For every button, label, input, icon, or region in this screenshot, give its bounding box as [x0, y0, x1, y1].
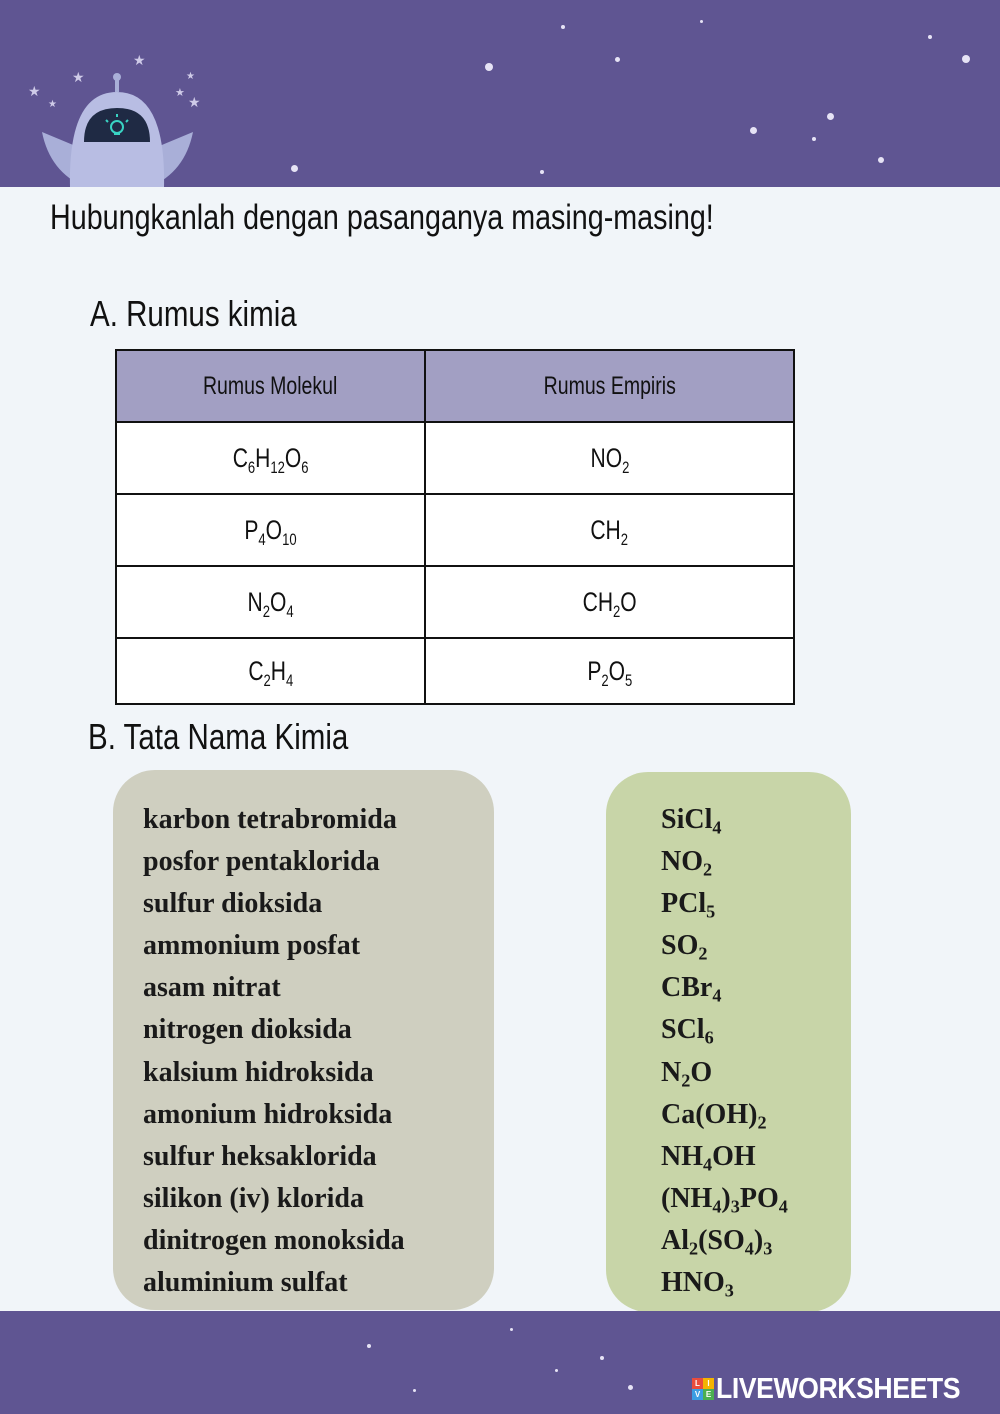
logo-letter: L [692, 1378, 703, 1389]
star-dot [485, 63, 493, 71]
liveworksheets-logo [692, 1372, 981, 1406]
column-header-molekul: Rumus Molekul [116, 350, 425, 422]
star-dot [878, 157, 884, 163]
compound-names-list [143, 799, 405, 1304]
star-dot [555, 1369, 558, 1372]
liveworksheets-icon [692, 1378, 714, 1400]
list-item[interactable]: sulfur dioksida [143, 888, 323, 920]
list-item[interactable]: $HNO_3$ [661, 1267, 734, 1301]
list-item[interactable]: ammonium posfat [143, 930, 361, 962]
star-dot [827, 113, 834, 120]
list-item[interactable]: dinitrogen monoksida [143, 1224, 405, 1256]
star-dot [628, 1385, 633, 1390]
list-item[interactable]: $Al_2(SO_4)_3$ [661, 1224, 773, 1259]
list-item[interactable]: amonium hidroksida [143, 1098, 393, 1130]
star-dot [413, 1389, 416, 1392]
molekul-cell[interactable]: $C_2H_4$ [116, 638, 425, 704]
list-item[interactable]: CBr$_4$ [661, 972, 722, 1006]
list-item[interactable]: $N_2O$ [661, 1056, 713, 1091]
logo-letter: E [703, 1389, 714, 1400]
list-item[interactable]: kalsium hidroksida [143, 1056, 374, 1088]
logo-letter: I [703, 1378, 714, 1389]
star-icon: ★ [28, 83, 41, 99]
star-dot [812, 137, 816, 141]
star-dot [962, 55, 970, 63]
molekul-cell[interactable]: $P_4O_{10}$ [116, 494, 425, 566]
star-dot [540, 170, 544, 174]
empiris-cell[interactable]: $CH_2O$ [425, 566, 794, 638]
logo-letter: V [692, 1389, 703, 1400]
star-dot [615, 57, 620, 62]
list-item[interactable]: karbon tetrabromida [143, 804, 397, 835]
molekul-cell[interactable]: $C_6H_{12}O_6$ [116, 422, 425, 494]
molekul-cell[interactable]: $N_2O_4$ [116, 566, 425, 638]
list-item[interactable]: SiCl$_4$ [661, 804, 722, 838]
list-item[interactable]: $Ca(OH)_2$ [661, 1098, 767, 1133]
list-item[interactable]: nitrogen dioksida [143, 1014, 352, 1046]
list-item[interactable]: sulfur heksaklorida [143, 1140, 377, 1172]
star-dot [561, 25, 565, 29]
list-item[interactable]: $NH_4OH$ [661, 1140, 756, 1175]
star-icon: ★ [188, 94, 201, 110]
list-item[interactable]: asam nitrat [143, 972, 281, 1004]
table-row [116, 422, 794, 494]
star-icon: ★ [133, 52, 146, 68]
list-item[interactable]: $SO_2$ [661, 930, 708, 964]
star-icon: ★ [48, 99, 57, 110]
robot-icon [40, 69, 195, 187]
star-dot [600, 1356, 604, 1360]
star-icon: ★ [175, 87, 185, 99]
list-item[interactable]: silikon (iv) klorida [143, 1182, 364, 1214]
compound-formulas-list [661, 799, 788, 1304]
table-row [116, 566, 794, 638]
star-dot [291, 165, 298, 172]
empiris-cell[interactable]: $CH_2$ [425, 494, 794, 566]
empiris-cell[interactable]: $NO_2$ [425, 422, 794, 494]
column-header-empiris: Rumus Empiris [425, 350, 794, 422]
list-item[interactable]: SCl$_6$ [661, 1014, 714, 1048]
star-icon: ★ [72, 69, 85, 85]
table-row [116, 494, 794, 566]
star-dot [700, 20, 703, 23]
formula-table [115, 349, 795, 705]
list-item[interactable]: $NO_2$ [661, 846, 713, 880]
table-header-row [116, 350, 794, 422]
star-dot [367, 1344, 371, 1348]
list-item[interactable]: PCl$_5$ [661, 888, 716, 922]
list-item[interactable]: $(NH_4)_3PO_4$ [661, 1182, 788, 1217]
header-band [0, 0, 1000, 187]
star-dot [928, 35, 932, 39]
section-a-heading: A. Rumus kimia [90, 293, 297, 334]
list-item[interactable]: aluminium sulfat [143, 1267, 348, 1299]
table-row [116, 638, 794, 704]
brand-text: LIVEWORKSHEETS [716, 1372, 961, 1405]
star-icon: ★ [186, 71, 195, 82]
list-item[interactable]: posfor pentaklorida [143, 846, 380, 878]
empiris-cell[interactable]: $P_2O_5$ [425, 638, 794, 704]
star-dot [750, 127, 757, 134]
page-title: Hubungkanlah dengan pasanganya masing-masing! [50, 198, 714, 237]
section-b-heading: B. Tata Nama Kimia [88, 716, 349, 757]
star-dot [510, 1328, 513, 1331]
